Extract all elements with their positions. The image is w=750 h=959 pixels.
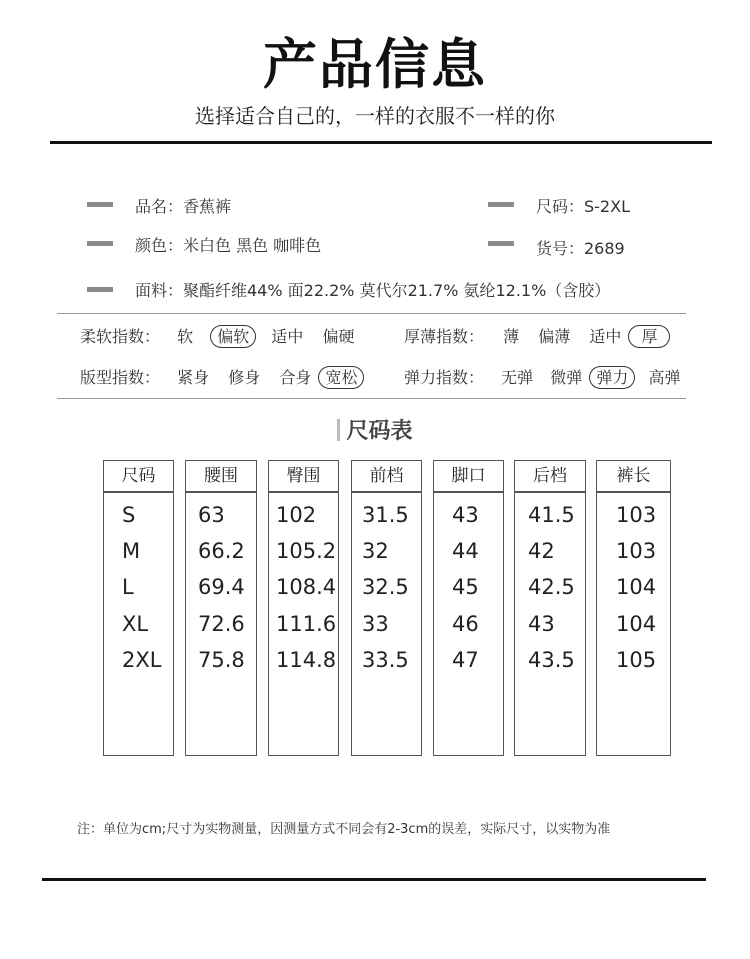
column-header: 臀围 <box>269 461 338 493</box>
elasticity-option-selected: 弹力 <box>589 366 635 389</box>
table-cell: 105 <box>616 648 657 672</box>
fit-label: 版型指数： <box>80 368 161 387</box>
elasticity-option: 无弹 <box>501 368 534 387</box>
softness-option: 软 <box>177 327 194 346</box>
table-cell: 42 <box>528 539 555 563</box>
table-cell: 104 <box>616 575 657 599</box>
column-header: 裤长 <box>597 461 670 493</box>
measurement-note: 注：单位为cm;尺寸为实物测量，因测量方式不同会有2-3cm的误差，实际尺寸，以实物为准 <box>77 822 611 837</box>
bullet-bar <box>87 241 113 246</box>
table-cell: 75.8 <box>198 648 245 672</box>
thickness-option: 偏薄 <box>538 327 571 346</box>
elasticity-option: 高弹 <box>648 368 681 387</box>
column-header: 尺码 <box>104 461 173 493</box>
product-size-range: 尺码：S-2XL <box>536 197 630 216</box>
table-cell: 104 <box>616 612 657 636</box>
table-cell: 42.5 <box>528 575 575 599</box>
elasticity-option: 微弹 <box>550 368 583 387</box>
table-cell: 103 <box>616 539 657 563</box>
table-cell: 105.2 <box>276 539 337 563</box>
table-cell: 47 <box>452 648 479 672</box>
softness-option: 适中 <box>271 327 304 346</box>
table-cell: 44 <box>452 539 479 563</box>
size-chart-title <box>0 414 750 445</box>
bullet-bar <box>488 241 514 246</box>
table-cell: 33.5 <box>362 648 409 672</box>
thickness-index <box>404 324 670 347</box>
table-cell: 32.5 <box>362 575 409 599</box>
column-header: 后档 <box>515 461 585 493</box>
table-cell: 108.4 <box>276 575 337 599</box>
column-header: 前档 <box>352 461 421 493</box>
softness-index <box>80 324 354 347</box>
page-subtitle: 选择适合自己的，一样的衣服不一样的你 <box>195 104 555 128</box>
softness-option-selected: 偏软 <box>210 325 256 348</box>
fit-option: 合身 <box>279 368 312 387</box>
softness-option: 偏硬 <box>322 327 355 346</box>
table-cell: 114.8 <box>276 648 337 672</box>
bottom-divider <box>42 878 706 881</box>
table-cell: 33 <box>362 612 389 636</box>
table-cell: 72.6 <box>198 612 245 636</box>
table-cell: 31.5 <box>362 503 409 527</box>
product-name: 品名：香蕉裤 <box>135 197 232 216</box>
column-header: 脚口 <box>434 461 503 493</box>
table-cell: 43 <box>452 503 479 527</box>
table-cell: 69.4 <box>198 575 245 599</box>
table-cell: XL <box>122 612 149 636</box>
top-divider <box>50 141 712 144</box>
fit-option: 修身 <box>228 368 261 387</box>
softness-label: 柔软指数： <box>80 327 161 346</box>
size-column <box>103 460 174 756</box>
table-cell: 43.5 <box>528 648 575 672</box>
index-divider-top <box>57 313 686 314</box>
title-accent-bar <box>337 419 340 441</box>
table-cell: L <box>122 575 134 599</box>
table-cell: 32 <box>362 539 389 563</box>
table-cell: M <box>122 539 141 563</box>
table-cell: 41.5 <box>528 503 575 527</box>
column-header: 腰围 <box>186 461 256 493</box>
thickness-label: 厚薄指数： <box>404 327 485 346</box>
bullet-bar <box>488 202 514 207</box>
product-colors: 颜色：米白色 黑色 咖啡色 <box>135 236 322 255</box>
product-fabric: 面料：聚酯纤维44% 面22.2% 莫代尔21.7% 氨纶12.1%（含胶） <box>135 281 611 300</box>
fit-option: 紧身 <box>177 368 210 387</box>
table-cell: 102 <box>276 503 317 527</box>
product-item-number: 货号：2689 <box>536 239 625 258</box>
thickness-option: 薄 <box>503 327 520 346</box>
table-cell: 111.6 <box>276 612 337 636</box>
table-cell: 2XL <box>122 648 162 672</box>
size-chart-title-text: 尺码表 <box>346 419 413 444</box>
table-cell: 63 <box>198 503 225 527</box>
table-cell: 66.2 <box>198 539 245 563</box>
table-cell: S <box>122 503 136 527</box>
bullet-bar <box>87 287 113 292</box>
fit-option-selected: 宽松 <box>318 366 364 389</box>
table-cell: 43 <box>528 612 555 636</box>
fit-index <box>80 365 364 388</box>
elasticity-label: 弹力指数： <box>404 368 485 387</box>
index-divider-bottom <box>57 398 686 399</box>
table-cell: 103 <box>616 503 657 527</box>
thickness-option: 适中 <box>589 327 622 346</box>
page-title: 产品信息 <box>263 33 487 96</box>
table-cell: 45 <box>452 575 479 599</box>
bullet-bar <box>87 202 113 207</box>
thickness-option-selected: 厚 <box>628 325 670 348</box>
elasticity-index <box>404 365 680 388</box>
table-cell: 46 <box>452 612 479 636</box>
